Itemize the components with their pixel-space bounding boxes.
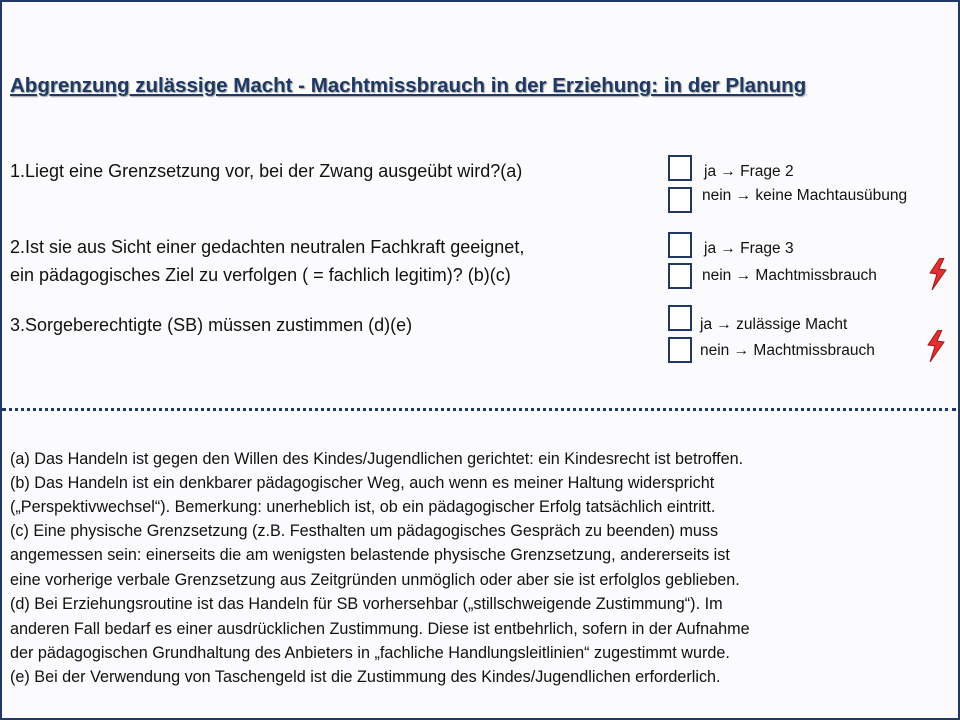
question-2-text-line-1: 2.Ist sie aus Sicht einer gedachten neutralen Fachkraft geeignet, bbox=[10, 237, 525, 257]
footnote-line: (c) Eine physische Grenzsetzung (z.B. Festhalten um pädagogisches Gespräch zu beenden) muss bbox=[10, 522, 719, 540]
question-1-yes-label: ja → Frage 2 bbox=[704, 163, 794, 180]
footnote-line: der pädagogischen Grundhaltung des Anbieters in „fachliche Handlungsleitlinien“ zugestimmt wurde. bbox=[10, 644, 730, 662]
question-2-text-line-2: ein pädagogisches Ziel zu verfolgen ( = fachlich legitim)? (b)(c) bbox=[10, 265, 511, 285]
lightning-bolt-icon bbox=[926, 330, 946, 362]
question-3-text: 3.Sorgeberechtigte (SB) müssen zustimmen (d)(e) bbox=[10, 315, 413, 335]
footnote-line: („Perspektivwechsel“). Bemerkung: unerheblich ist, ob ein pädagogischer Erfolg tatsächlich eintritt. bbox=[10, 498, 716, 516]
page-title: Abgrenzung zulässige Macht - Machtmissbrauch in der Erziehung: in der Planung bbox=[10, 74, 807, 97]
lightning-bolt-icon bbox=[928, 258, 948, 290]
question-1-yes-checkbox[interactable] bbox=[668, 155, 692, 181]
footnote-line: (a) Das Handeln ist gegen den Willen des Kindes/Jugendlichen gerichtet: ein Kindesrecht ist betroffen. bbox=[10, 450, 744, 468]
footnote-line: (b) Das Handeln ist ein denkbarer pädagogischer Weg, auch wenn es meiner Haltung widerspricht bbox=[10, 474, 715, 492]
question-1-text: 1.Liegt eine Grenzsetzung vor, bei der Zwang ausgeübt wird?(a) bbox=[10, 161, 523, 181]
question-2-yes-checkbox[interactable] bbox=[668, 232, 692, 258]
question-1-no-label: nein → keine Machtausübung bbox=[702, 187, 908, 204]
question-3-yes-checkbox[interactable] bbox=[668, 305, 692, 331]
footnote-line: (e) Bei der Verwendung von Taschengeld ist die Zustimmung des Kindes/Jugendlichen erforderlich. bbox=[10, 668, 721, 686]
dotted-divider bbox=[2, 408, 956, 411]
question-1-no-checkbox[interactable] bbox=[668, 187, 692, 213]
footnote-line: (d) Bei Erziehungsroutine ist das Handeln für SB vorhersehbar („stillschweigende Zustimmung“). Im bbox=[10, 595, 723, 613]
question-3-no-checkbox[interactable] bbox=[668, 337, 692, 363]
question-2-no-label: nein → Machtmissbrauch bbox=[702, 267, 877, 284]
footnote-line: angemessen sein: einerseits die am wenigsten belastende physische Grenzsetzung, andererseits ist bbox=[10, 546, 730, 564]
question-3-no-label: nein → Machtmissbrauch bbox=[700, 342, 875, 359]
question-2-no-checkbox[interactable] bbox=[668, 263, 692, 289]
footnote-line: eine vorherige verbale Grenzsetzung aus Zeitgründen unmöglich oder aber sie ist erfolglos geblieben. bbox=[10, 571, 740, 589]
footnote-line: anderen Fall bedarf es einer ausdrücklichen Zustimmung. Diese ist entbehrlich, sofern in der Aufnahme bbox=[10, 620, 750, 638]
question-3-yes-label: ja → zulässige Macht bbox=[700, 316, 848, 333]
question-2-yes-label: ja → Frage 3 bbox=[704, 240, 794, 257]
